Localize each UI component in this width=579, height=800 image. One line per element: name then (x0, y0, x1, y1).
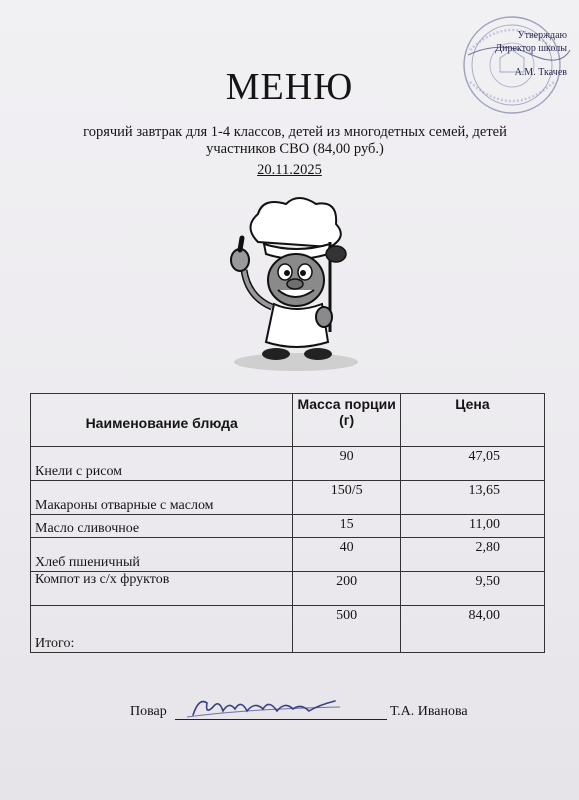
column-header-price: Цена (400, 394, 544, 447)
menu-date: 20.11.2025 (257, 162, 322, 178)
dish-name: Хлеб пшеничный (31, 538, 293, 572)
dish-price: 2,80 (400, 538, 544, 572)
cook-signature (185, 693, 345, 721)
dish-mass: 90 (293, 447, 401, 481)
dish-name: Компот из с/х фруктов (31, 572, 293, 606)
page-title: МЕНЮ (225, 66, 354, 108)
approval-position: Директор школы (495, 43, 567, 54)
total-price: 84,00 (400, 606, 544, 653)
column-header-dish: Наименование блюда (31, 394, 293, 447)
chef-illustration-icon (218, 192, 368, 372)
column-header-mass: Масса порции (г) (293, 394, 401, 447)
dish-name: Масло сливочное (31, 515, 293, 538)
dish-price: 11,00 (400, 515, 544, 538)
dish-mass: 15 (293, 515, 401, 538)
total-mass: 500 (293, 606, 401, 653)
dish-mass: 150/5 (293, 481, 401, 515)
cook-name: Т.А. Иванова (390, 704, 468, 719)
dish-mass: 200 (293, 572, 401, 606)
dish-mass: 40 (293, 538, 401, 572)
table-row (31, 515, 545, 538)
dish-price: 47,05 (400, 447, 544, 481)
approval-label: Утверждаю (517, 30, 567, 41)
table-row (31, 447, 545, 481)
table-row (31, 481, 545, 515)
table-header-row (31, 394, 545, 447)
cook-role: Повар (130, 704, 167, 719)
table-total-row (31, 606, 545, 653)
table-row (31, 572, 545, 606)
dish-price: 9,50 (400, 572, 544, 606)
menu-subtitle: горячий завтрак для 1-4 классов, детей из многодетных семей, детей участников СВО (84,00 руб.) (83, 124, 507, 157)
menu-table (30, 393, 545, 653)
approval-name: А.М. Ткачев (514, 67, 567, 78)
dish-price: 13,65 (400, 481, 544, 515)
table-row (31, 538, 545, 572)
dish-name: Макароны отварные с маслом (31, 481, 293, 515)
dish-name: Кнели с рисом (31, 447, 293, 481)
total-label: Итого: (31, 606, 293, 653)
